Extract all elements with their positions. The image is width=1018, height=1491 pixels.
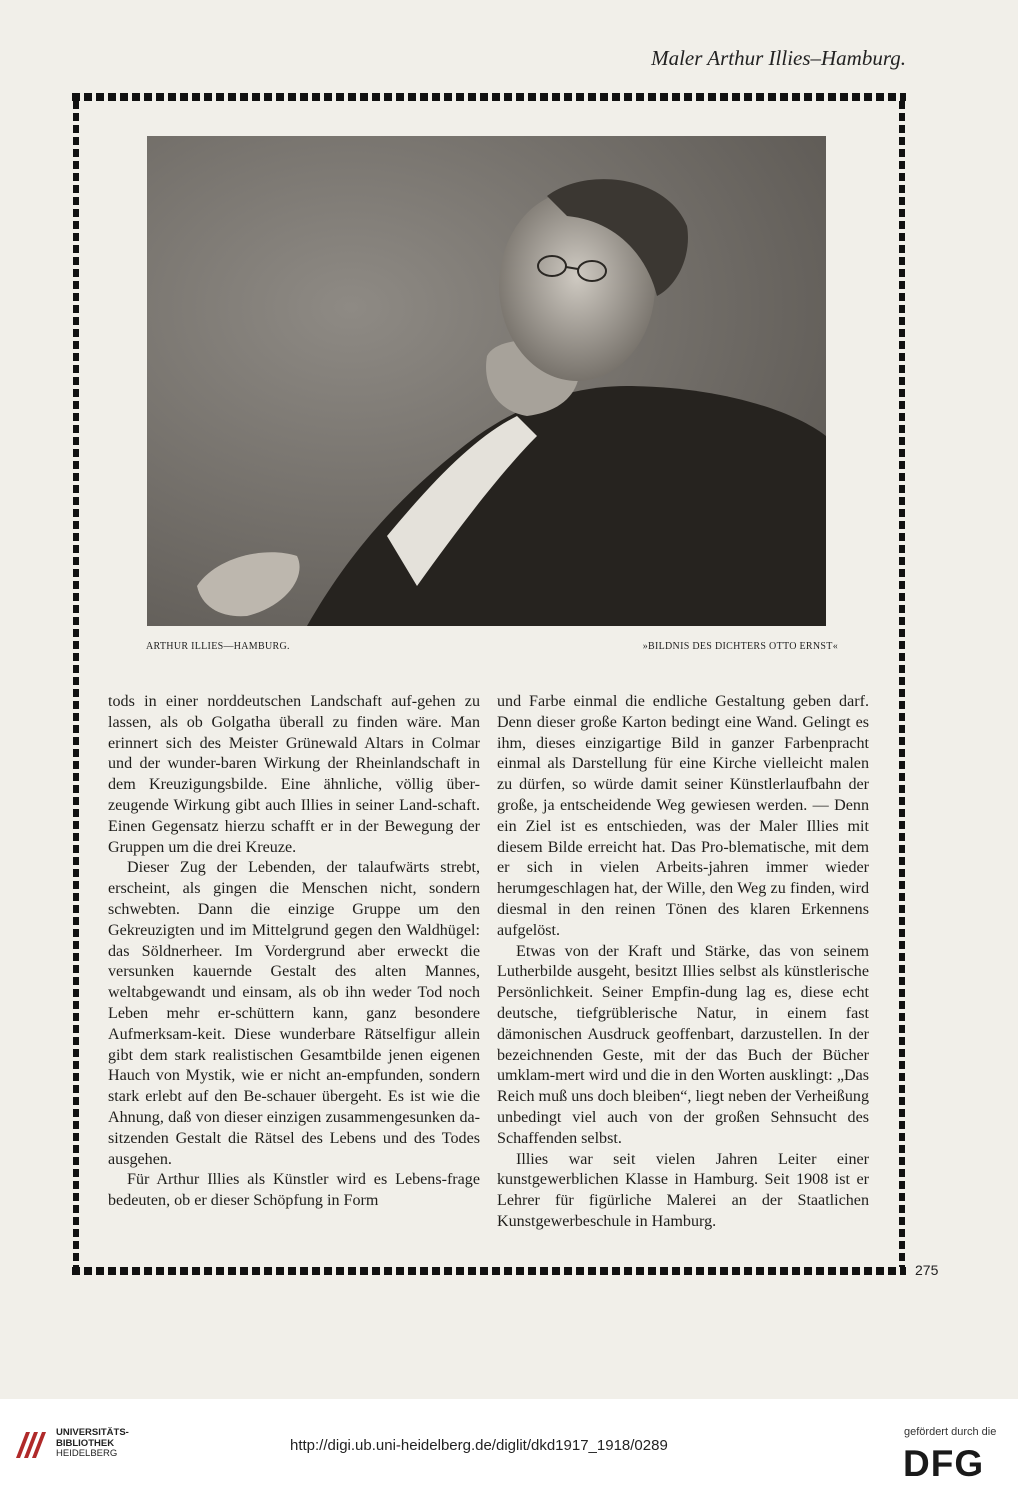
- portrait-painting: [147, 136, 826, 626]
- figure-caption-title: »BILDNIS DES DICHTERS OTTO ERNST«: [642, 641, 838, 652]
- ornamental-border-left: [73, 101, 79, 1267]
- paragraph: und Farbe einmal die endliche Gestaltung geben darf. Denn dieser große Karton bedingt eine Wand. Gelingt es ihm, dieses einzigartige Bild in ganzer Farbenpracht einmal als Darstellung für eine Kirche vielleicht malen zu dürfen, so würde damit seiner Künstlerlaufbahn der große, ja entscheidende Weg gewiesen werden. — Denn ein Ziel ist es entschieden, was der Maler Illies mit diesem Bilde erreicht hat. Das Pro-blematische, mit dem er sich in vielen Arbeits-jahren immer wieder herumgeschlagen hat, der Wille, den Weg zu finden, wird diesmal in den reinen Tönen des klaren Erkennens aufgelöst.: [497, 693, 869, 939]
- library-logo-icon: [12, 1428, 52, 1468]
- running-title: Maler Arthur Illies–Hamburg.: [651, 46, 906, 70]
- permalink-url[interactable]: http://digi.ub.uni-heidelberg.de/diglit/dkd1917_1918/0289: [290, 1437, 668, 1454]
- paragraph: Für Arthur Illies als Künstler wird es Lebens-frage bedeuten, ob er dieser Schöpfung in Form: [108, 1171, 480, 1210]
- funding-label: gefördert durch die: [904, 1426, 997, 1438]
- figure-caption-artist: ARTHUR ILLIES—HAMBURG.: [146, 641, 290, 652]
- ornamental-border-top: [72, 93, 906, 101]
- library-name: UNIVERSITÄTS- BIBLIOTHEK HEIDELBERG: [56, 1427, 129, 1459]
- paragraph: Etwas von der Kraft und Stärke, das von seinem Lutherbilde ausgeht, besitzt Illies selbst als künstlerische Persönlichkeit. Seiner Empfin-dung lag es, diese echt deutsche, tiefgrüblerische Natur, in einem fast dämonischen Ausdruck geoffenbart, darzustellen. In der bezeichnenden Geste, mit der das Buch der Bücher umklam-mert wird und die in den Worten ausklingt: „Das Reich muß uns doch bleiben“, liegt neben der Verheißung unbedingt viel auch von der großen Sehnsucht des Schaffenden selbst.: [497, 942, 869, 1147]
- ornamental-border-right: [899, 101, 905, 1267]
- paragraph: Illies war seit vielen Jahren Leiter einer kunstgewerblichen Klasse in Hamburg. Seit 1908 ist er Lehrer für figürliche Malerei an der Staatlichen Kunstgewerbeschule in Hamburg.: [497, 1150, 869, 1230]
- paragraph: tods in einer norddeutschen Landschaft auf-gehen zu lassen, als ob Golgatha überall zu finden wäre. Man erinnert sich des Meister Grünewald Altars in Colmar und der wunder-baren Wirkung der Rheinlandschaft in dem Kreuzigungsbilde. Eine ähnliche, völlig über-zeugende Wirkung gibt auch Illies in seiner Land-schaft. Einen Gegensatz hierzu schafft er in der Bewegung der Gruppen um die drei Kreuze.: [108, 693, 480, 856]
- page-number: 275: [915, 1262, 939, 1278]
- ornamental-border-bottom: [72, 1267, 906, 1275]
- paragraph: Dieser Zug der Lebenden, der talaufwärts strebt, erscheint, als gingen die Menschen nicht, sondern schwebten. Dann die einzige Gruppe um den Gekreuzigten und im Mittelgrund gegen den Waldhügel: das Söldnerheer. Im Vordergrund aber erweckt die versunken kauernde Gestalt des alten Mannes, weltabgewandt und einsam, als ob ihn weder Tod noch Leben mehr er-schüttern kann, ganz besondere Aufmerksam-keit. Diese wunderbare Rätselfigur allein gibt dem stark realistischen Gesamtbilde jenen eigenen Hauch von Mystik, wie er nicht an-empfunden, sondern stark erlebt auf den Be-schauer übergeht. Es ist wie die Ahnung, daß von dieser einzigen zusammengesunken da-sitzenden Gestalt die Rätsel des Lebens und des Todes ausgehen.: [108, 859, 480, 1168]
- dfg-logo: DFG: [903, 1443, 985, 1484]
- text-column-left: [108, 692, 480, 1212]
- text-column-right: [497, 692, 869, 1233]
